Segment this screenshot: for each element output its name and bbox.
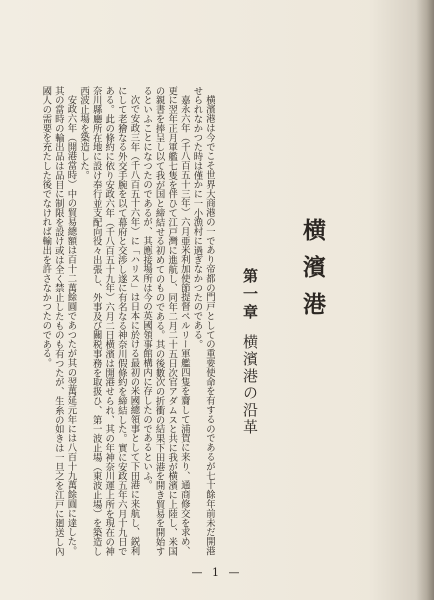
chapter-number: 第一章 <box>241 268 259 322</box>
chapter-title: 横濱港の沿革 <box>241 334 259 436</box>
paragraph-3: 次で安政三年（千八百五十六年）に「ハリス」は日本に於ける最初の米國總領事として下田港に来航し、鋭利にして老獪なる外交手腕を以て幕府と交渉し遂に有名なる神奈川假條約を締結した。實に安政五年六月十九日である。此の條約に依り安政六年（千八百五十九年）六月二日横濱は開港せられ、其の年神奈川運上所を現在の神奈川縣廳所在地に設け奉行並支配向役々出張し、外事及び關税事務を取扱ひ、第一波止場（東波止場）を築造し西波止場を築造した。 <box>78 86 140 556</box>
page-number: — 1 — <box>191 566 243 579</box>
page-title: 横濱港 <box>299 218 326 329</box>
chapter-heading <box>240 268 261 436</box>
body-text <box>30 86 215 556</box>
paragraph-4: 安政六年（開港當時）中の貿易總額は百十二萬餘圓であつたが其の翌萬延元年には八百十九萬餘圓に達した。其の當時の輸出品は品目に制限を設け或は全く禁止したものも有つたが、生糸の如きは一旦之を江戸に廻送し內國人の需要を充たした後でなければ輸出を許さなかつたのである。 <box>40 86 77 556</box>
book-spine-shadow <box>416 0 434 600</box>
paragraph-2: 嘉永六年（千八百五十三年）六月亜米利加使節提督ペルリー軍艦四隻を齎して浦賀に来り、通商修交を求め、更に翌年正月軍艦七隻を伴ひて江戸灣に進航し、同年二月二十五日次官アダムスと共に我が横濱に上陸し、米国の親書を捧呈し以て我が国と締結せる初めてのものである。其の後數次の折衝の結果下田港を開き貿易を開始するといふことになつたのであるが、其應接場所は今の英國領事館構内に存したのであるといふ。 <box>141 86 190 556</box>
paragraph-1: 横濱港は今でこそ世界大商港の一であり帝都の門戸としての重要使命を有するのであるが七十餘年前未だ開港せられなかつた時は僅かに一小漁村に過ぎなかつたのである。 <box>191 86 215 556</box>
